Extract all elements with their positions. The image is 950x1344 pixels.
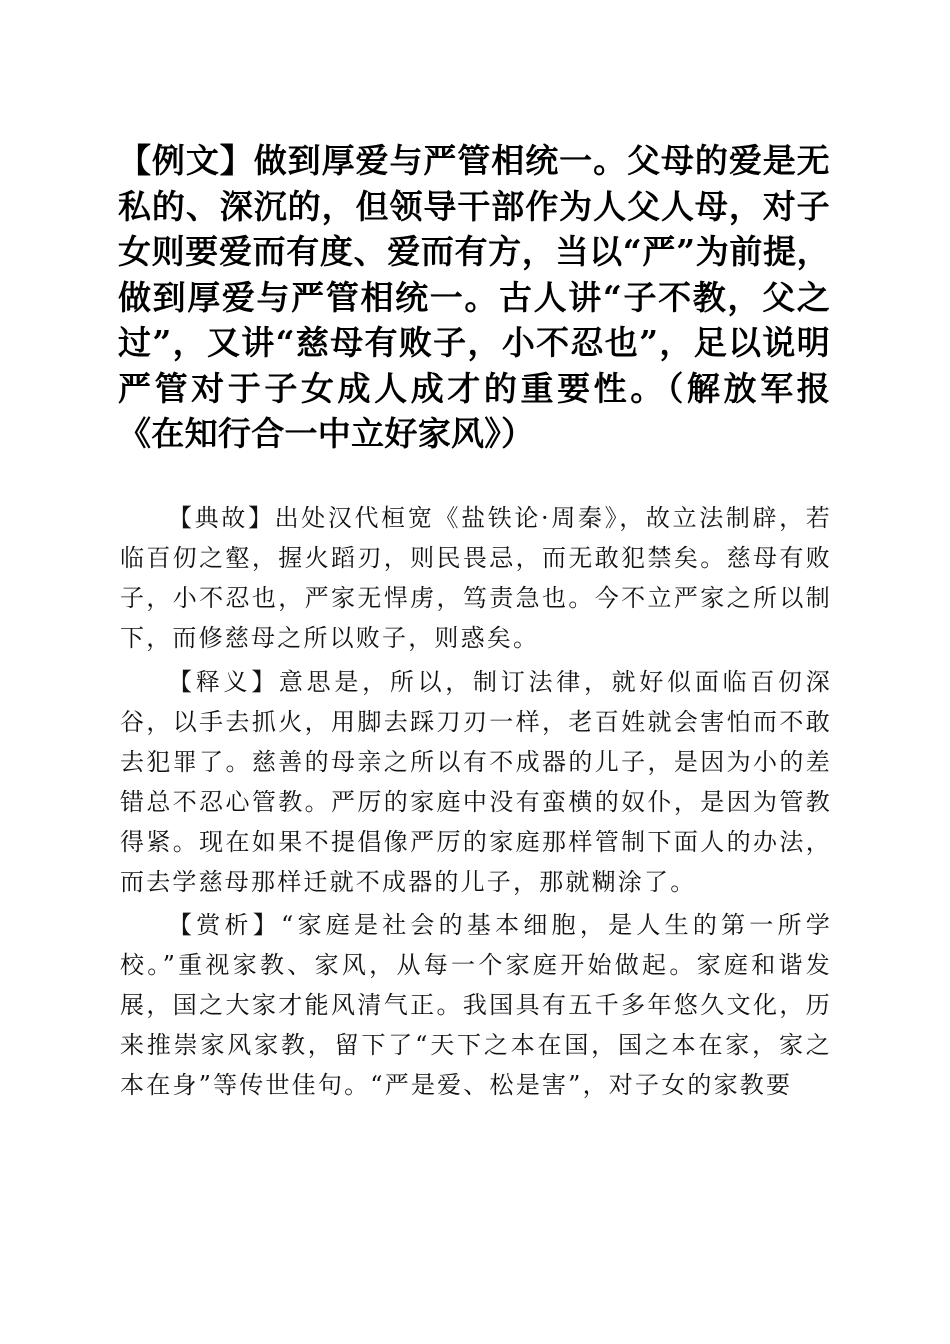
appreciation-paragraph: 【赏析】“家庭是社会的基本细胞，是人生的第一所学校。”重视家教、家风，从每一个家庭开始做起。家庭和谐发展，国之大家才能风清气正。我国具有五千多年悠久文化，历来推崇家风家教，留下了“天下之本在国，国之本在家，家之本在身”等传世佳句。“严是爱、松是害”，对子女的家教要 — [120, 911, 832, 1099]
example-paragraph: 【例文】做到厚爱与严管相统一。父母的爱是无私的、深沉的，但领导干部作为人父人母，对子女则要爱而有度、爱而有方，当以“严”为前提，做到厚爱与严管相统一。古人讲“子不教，父之过”，又讲“慈母有败子，小不忍也”，足以说明严管对于子女成人成才的重要性。（解放军报《在知行合一中立好家风》） — [118, 141, 830, 453]
body-text — [120, 498, 832, 1109]
interpretation-paragraph: 【释义】意思是，所以，制订法律，就好似面临百仞深谷，以手去抓火，用脚去踩刀刃一样，老百姓就会害怕而不敢去犯罪了。慈善的母亲之所以有不成器的儿子，是因为小的差错总不忍心管教。严厉的家庭中没有蛮横的奴仆，是因为管教得紧。现在如果不提倡像严厉的家庭那样管制下面人的办法，而去学慈母那样迁就不成器的儿子，那就糊涂了。 — [120, 667, 832, 896]
allusion-paragraph: 【典故】出处汉代桓宽《盐铁论·周秦》，故立法制辟，若临百仞之壑，握火蹈刃，则民畏忌，而无敢犯禁矣。慈母有败子，小不忍也，严家无悍虏，笃责急也。今不立严家之所以制下，而修慈母之所以败子，则惑矣。 — [120, 504, 832, 652]
